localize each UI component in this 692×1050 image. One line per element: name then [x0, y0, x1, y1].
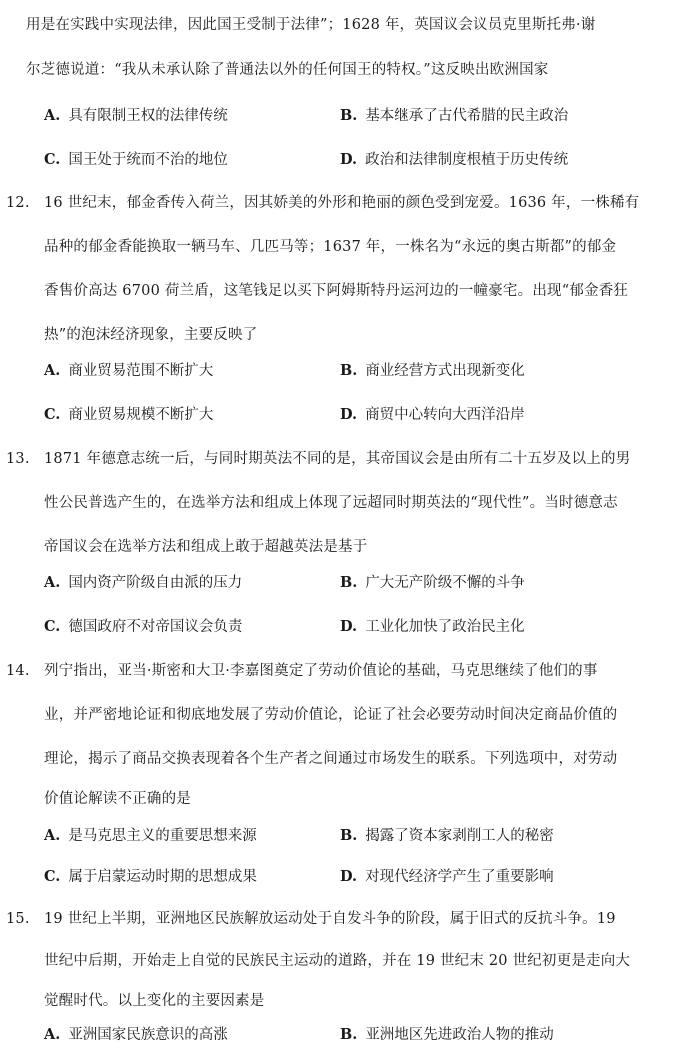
q13-option-c [44, 612, 242, 642]
option-text: 商业经营方式出现新变化 [365, 363, 525, 379]
option-text: 商贸中心转向大西洋沿岸 [365, 407, 525, 423]
option-letter: B. [340, 107, 358, 124]
q15-line-3: 觉醒时代。以上变化的主要因素是 [44, 993, 265, 1009]
q14-option-c [44, 862, 257, 892]
q12-option-c [44, 400, 213, 430]
option-text: 政治和法律制度根植于历史传统 [365, 152, 569, 168]
option-text: 属于启蒙运动时期的思想成果 [68, 869, 257, 885]
q13-line-2: 性公民普选产生的，在选举方法和组成上体现了远超同时期英法的“现代性”。当时德意志 [44, 495, 618, 511]
option-text: 是马克思主义的重要思想来源 [68, 828, 257, 844]
q13-line-1: 1871 年德意志统一后，与同时期英法不同的是，其帝国议会是由所有二十五岁及以上的男 [44, 451, 631, 467]
q13-option-b [340, 568, 525, 598]
option-letter: D. [340, 406, 358, 423]
option-letter: D. [340, 618, 358, 635]
q11-option-a [44, 101, 228, 131]
q12-line-1: 16 世纪末，郁金香传入荷兰，因其娇美的外形和艳丽的颜色受到宠爱。1636 年，一株稀有 [44, 195, 640, 211]
q11-option-b [340, 101, 568, 131]
option-letter: B. [340, 827, 358, 844]
q11-option-c [44, 145, 228, 175]
q12-option-b [340, 356, 525, 386]
option-text: 揭露了资本家剥削工人的秘密 [365, 828, 554, 844]
q14-line-4: 价值论解读不正确的是 [44, 791, 191, 807]
q11-option-d [340, 145, 568, 175]
option-text: 德国政府不对帝国议会负责 [68, 619, 243, 635]
q14-line-1: 列宁指出，亚当·斯密和大卫·李嘉图奠定了劳动价值论的基础，马克思继续了他们的事 [44, 663, 598, 679]
option-text: 商业贸易范围不断扩大 [68, 363, 214, 379]
option-letter: D. [340, 151, 358, 168]
q12-number: 12. [6, 195, 30, 211]
q15-line-1: 19 世纪上半期，亚洲地区民族解放运动处于自发斗争的阶段，属于旧式的反抗斗争。19 [44, 911, 616, 927]
q13-line-3: 帝国议会在选举方法和组成上敢于超越英法是基于 [44, 539, 368, 555]
q13-option-d [340, 612, 525, 642]
option-text: 亚洲地区先进政治人物的推动 [365, 1027, 554, 1043]
option-text: 国王处于统而不治的地位 [68, 152, 228, 168]
q11-line-1: 用是在实践中实现法律，因此国王受制于法律”；1628 年，英国议会议员克里斯托弗·谢 [26, 17, 596, 33]
q11-line-2: 尔芝德说道：“我从未承认除了普通法以外的任何国王的特权。”这反映出欧洲国家 [26, 62, 549, 78]
option-letter: C. [44, 151, 61, 168]
option-letter: C. [44, 406, 61, 423]
option-letter: B. [340, 574, 358, 591]
option-letter: A. [44, 107, 61, 124]
option-letter: B. [340, 362, 358, 379]
q15-line-2: 世纪中后期，开始走上自觉的民族民主运动的道路，并在 19 世纪末 20 世纪初更是走向大 [44, 953, 631, 969]
option-letter: B. [340, 1026, 358, 1043]
q12-line-3: 香售价高达 6700 荷兰盾，这笔钱足以买下阿姆斯特丹运河边的一幢豪宅。出现“郁金香狂 [44, 283, 629, 299]
option-letter: A. [44, 362, 61, 379]
q14-line-3: 理论，揭示了商品交换表现着各个生产者之间通过市场发生的联系。下列选项中，对劳动 [44, 751, 618, 767]
option-text: 国内资产阶级自由派的压力 [68, 575, 243, 591]
option-text: 商业贸易规模不断扩大 [68, 407, 214, 423]
option-letter: C. [44, 868, 61, 885]
q14-option-a [44, 821, 257, 851]
option-text: 对现代经济学产生了重要影响 [365, 869, 554, 885]
option-text: 广大无产阶级不懈的斗争 [365, 575, 525, 591]
q14-option-d [340, 862, 554, 892]
option-text: 具有限制王权的法律传统 [68, 108, 228, 124]
q12-line-2: 品种的郁金香能换取一辆马车、几匹马等；1637 年，一株名为“永远的奥古斯都”的郁金 [44, 239, 617, 255]
option-letter: C. [44, 618, 61, 635]
option-text: 基本继承了古代希腊的民主政治 [365, 108, 569, 124]
q13-number: 13. [6, 451, 30, 467]
q12-option-d [340, 400, 525, 430]
option-letter: D. [340, 868, 358, 885]
q12-option-a [44, 356, 213, 386]
option-text: 工业化加快了政治民主化 [365, 619, 525, 635]
option-letter: A. [44, 574, 61, 591]
q14-option-b [340, 821, 554, 851]
q15-number: 15. [6, 911, 30, 927]
option-letter: A. [44, 827, 61, 844]
option-text: 亚洲国家民族意识的高涨 [68, 1027, 228, 1043]
q14-line-2: 业，并严密地论证和彻底地发展了劳动价值论，论证了社会必要劳动时间决定商品价值的 [44, 707, 618, 723]
option-letter: A. [44, 1026, 61, 1043]
q15-option-b [340, 1020, 554, 1050]
q12-line-4: 热”的泡沫经济现象，主要反映了 [44, 327, 258, 343]
q13-option-a [44, 568, 242, 598]
q14-number: 14. [6, 663, 30, 679]
q15-option-a [44, 1020, 228, 1050]
